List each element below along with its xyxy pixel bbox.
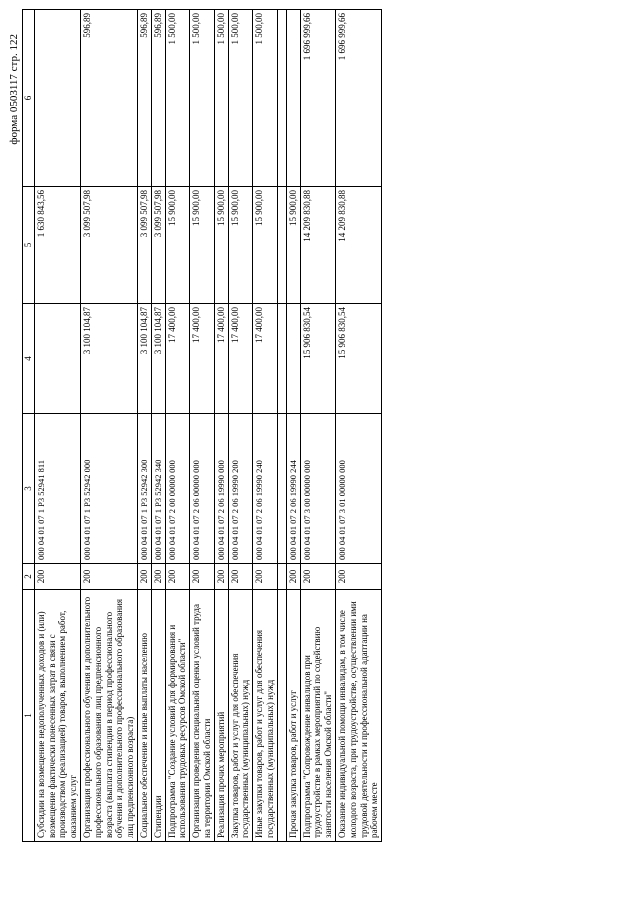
row-remaining: 596,89 (80, 10, 137, 187)
row-name: Социальное обеспечение и иные выплаты населению (137, 590, 151, 842)
row-budget-code: 000 04 01 07 2 06 19990 200 (228, 414, 253, 564)
row-name: Оказание индивидуальной помощи инвалидам, в том числе молодого возраста, при трудоустройстве, осуществлении ими трудовой деятельности и профессиональной адаптации на рабочем месте (335, 590, 381, 842)
table-row (253, 10, 278, 842)
row-approved: 17 400,00 (228, 304, 253, 414)
row-executed: 3 099 507,98 (137, 187, 151, 304)
table-row (80, 10, 137, 842)
row-approved: 15 906 830,54 (300, 304, 335, 414)
row-executed: 15 900,00 (190, 187, 215, 304)
header-col-4: 4 (23, 304, 35, 414)
row-name: Организация профессионального обучения и дополнительного профессионального образования лиц предпенсионного возраста (выплата стипендии в период профессионального обучения и дополнительного профессионального образования лиц предпенсионного возраста) (80, 590, 137, 842)
row-line-code: 200 (165, 564, 190, 590)
spacer-cell (277, 414, 286, 564)
table-row (137, 10, 151, 842)
header-col-1: 1 (23, 590, 35, 842)
row-name: Закупка товаров, работ и услуг для обеспечения государственных (муниципальных) нужд (228, 590, 253, 842)
row-line-code: 200 (137, 564, 151, 590)
row-name: Прочая закупка товаров, работ и услуг (286, 590, 300, 842)
row-line-code: 200 (335, 564, 381, 590)
row-budget-code: 000 04 01 07 2 06 19990 240 (253, 414, 278, 564)
row-remaining: 596,89 (137, 10, 151, 187)
row-approved: 17 400,00 (253, 304, 278, 414)
table-row (228, 10, 253, 842)
table-row (300, 10, 335, 842)
row-line-code: 200 (34, 564, 80, 590)
table-row (151, 10, 165, 842)
budget-table (22, 9, 382, 842)
row-remaining: 1 500,00 (214, 10, 228, 187)
row-name: Стипендии (151, 590, 165, 842)
row-executed: 3 099 507,98 (80, 187, 137, 304)
row-name: Организация проведения специальной оценки условий труда на территории Омской области (190, 590, 215, 842)
row-remaining (286, 10, 300, 187)
spacer-cell (277, 590, 286, 842)
row-line-code: 200 (286, 564, 300, 590)
row-line-code: 200 (151, 564, 165, 590)
row-budget-code: 000 04 01 07 1 Р3 52942 340 (151, 414, 165, 564)
header-col-5: 5 (23, 187, 35, 304)
row-executed: 3 099 507,98 (151, 187, 165, 304)
header-col-3: 3 (23, 414, 35, 564)
form-label: форма 0503117 стр. 122 (8, 34, 20, 145)
table-row (190, 10, 215, 842)
row-line-code: 200 (253, 564, 278, 590)
row-budget-code: 000 04 01 07 3 00 00000 000 (300, 414, 335, 564)
row-line-code: 200 (300, 564, 335, 590)
row-budget-code: 000 04 01 07 2 06 19990 000 (214, 414, 228, 564)
spacer-cell (277, 187, 286, 304)
table-row (165, 10, 190, 842)
row-budget-code: 000 04 01 07 2 06 19990 244 (286, 414, 300, 564)
row-line-code: 200 (228, 564, 253, 590)
row-remaining: 1 696 999,66 (300, 10, 335, 187)
row-remaining: 1 696 999,66 (335, 10, 381, 187)
table-row (34, 10, 80, 842)
header-col-6: 6 (23, 10, 35, 187)
row-remaining: 596,89 (151, 10, 165, 187)
table-row (214, 10, 228, 842)
table-row (335, 10, 381, 842)
row-approved: 3 100 104,87 (151, 304, 165, 414)
table-row (286, 10, 300, 842)
row-budget-code: 000 04 01 07 2 06 00000 000 (190, 414, 215, 564)
row-remaining (34, 10, 80, 187)
row-executed: 15 900,00 (253, 187, 278, 304)
header-row (23, 10, 35, 842)
row-executed: 14 209 830,88 (335, 187, 381, 304)
spacer-cell (277, 564, 286, 590)
row-executed: 15 900,00 (228, 187, 253, 304)
row-budget-code: 000 04 01 07 3 01 00000 000 (335, 414, 381, 564)
row-approved: 17 400,00 (190, 304, 215, 414)
row-executed: 14 209 830,88 (300, 187, 335, 304)
spacer-cell (277, 10, 286, 187)
row-budget-code: 000 04 01 07 2 00 00000 000 (165, 414, 190, 564)
row-approved: 15 906 830,54 (335, 304, 381, 414)
row-remaining: 1 500,00 (228, 10, 253, 187)
row-remaining: 1 500,00 (165, 10, 190, 187)
row-approved: 17 400,00 (165, 304, 190, 414)
row-budget-code: 000 04 01 07 1 Р3 52941 811 (34, 414, 80, 564)
row-remaining: 1 500,00 (253, 10, 278, 187)
row-budget-code: 000 04 01 07 1 Р3 52942 300 (137, 414, 151, 564)
row-name: Субсидии на возмещение недополученных доходов и (или) возмещение фактически понесенных затрат в связи с производством (реализацией) товаров, выполнением работ, оказанием услуг (34, 590, 80, 842)
row-line-code: 200 (80, 564, 137, 590)
row-approved: 17 400,00 (214, 304, 228, 414)
row-approved: 3 100 104,87 (80, 304, 137, 414)
row-line-code: 200 (190, 564, 215, 590)
row-executed: 15 900,00 (214, 187, 228, 304)
row-remaining: 1 500,00 (190, 10, 215, 187)
row-executed: 15 900,00 (286, 187, 300, 304)
row-budget-code: 000 04 01 07 1 Р3 52942 000 (80, 414, 137, 564)
row-line-code: 200 (214, 564, 228, 590)
row-approved: 3 100 104,87 (137, 304, 151, 414)
row-name: Подпрограмма "Сопровождение инвалидов при трудоустройстве в рамках мероприятий по содействию занятости населения Омской области" (300, 590, 335, 842)
row-approved (34, 304, 80, 414)
row-name: Иные закупки товаров, работ и услуг для обеспечения государственных (муниципальных) нужд (253, 590, 278, 842)
header-col-2: 2 (23, 564, 35, 590)
row-name: Подпрограмма "Создание условий для формирования и использования трудовых ресурсов Омской области" (165, 590, 190, 842)
row-name: Реализация прочих мероприятий (214, 590, 228, 842)
row-approved (286, 304, 300, 414)
row-executed: 15 900,00 (165, 187, 190, 304)
spacer-row (277, 10, 286, 842)
row-executed: 1 630 843,56 (34, 187, 80, 304)
spacer-cell (277, 304, 286, 414)
